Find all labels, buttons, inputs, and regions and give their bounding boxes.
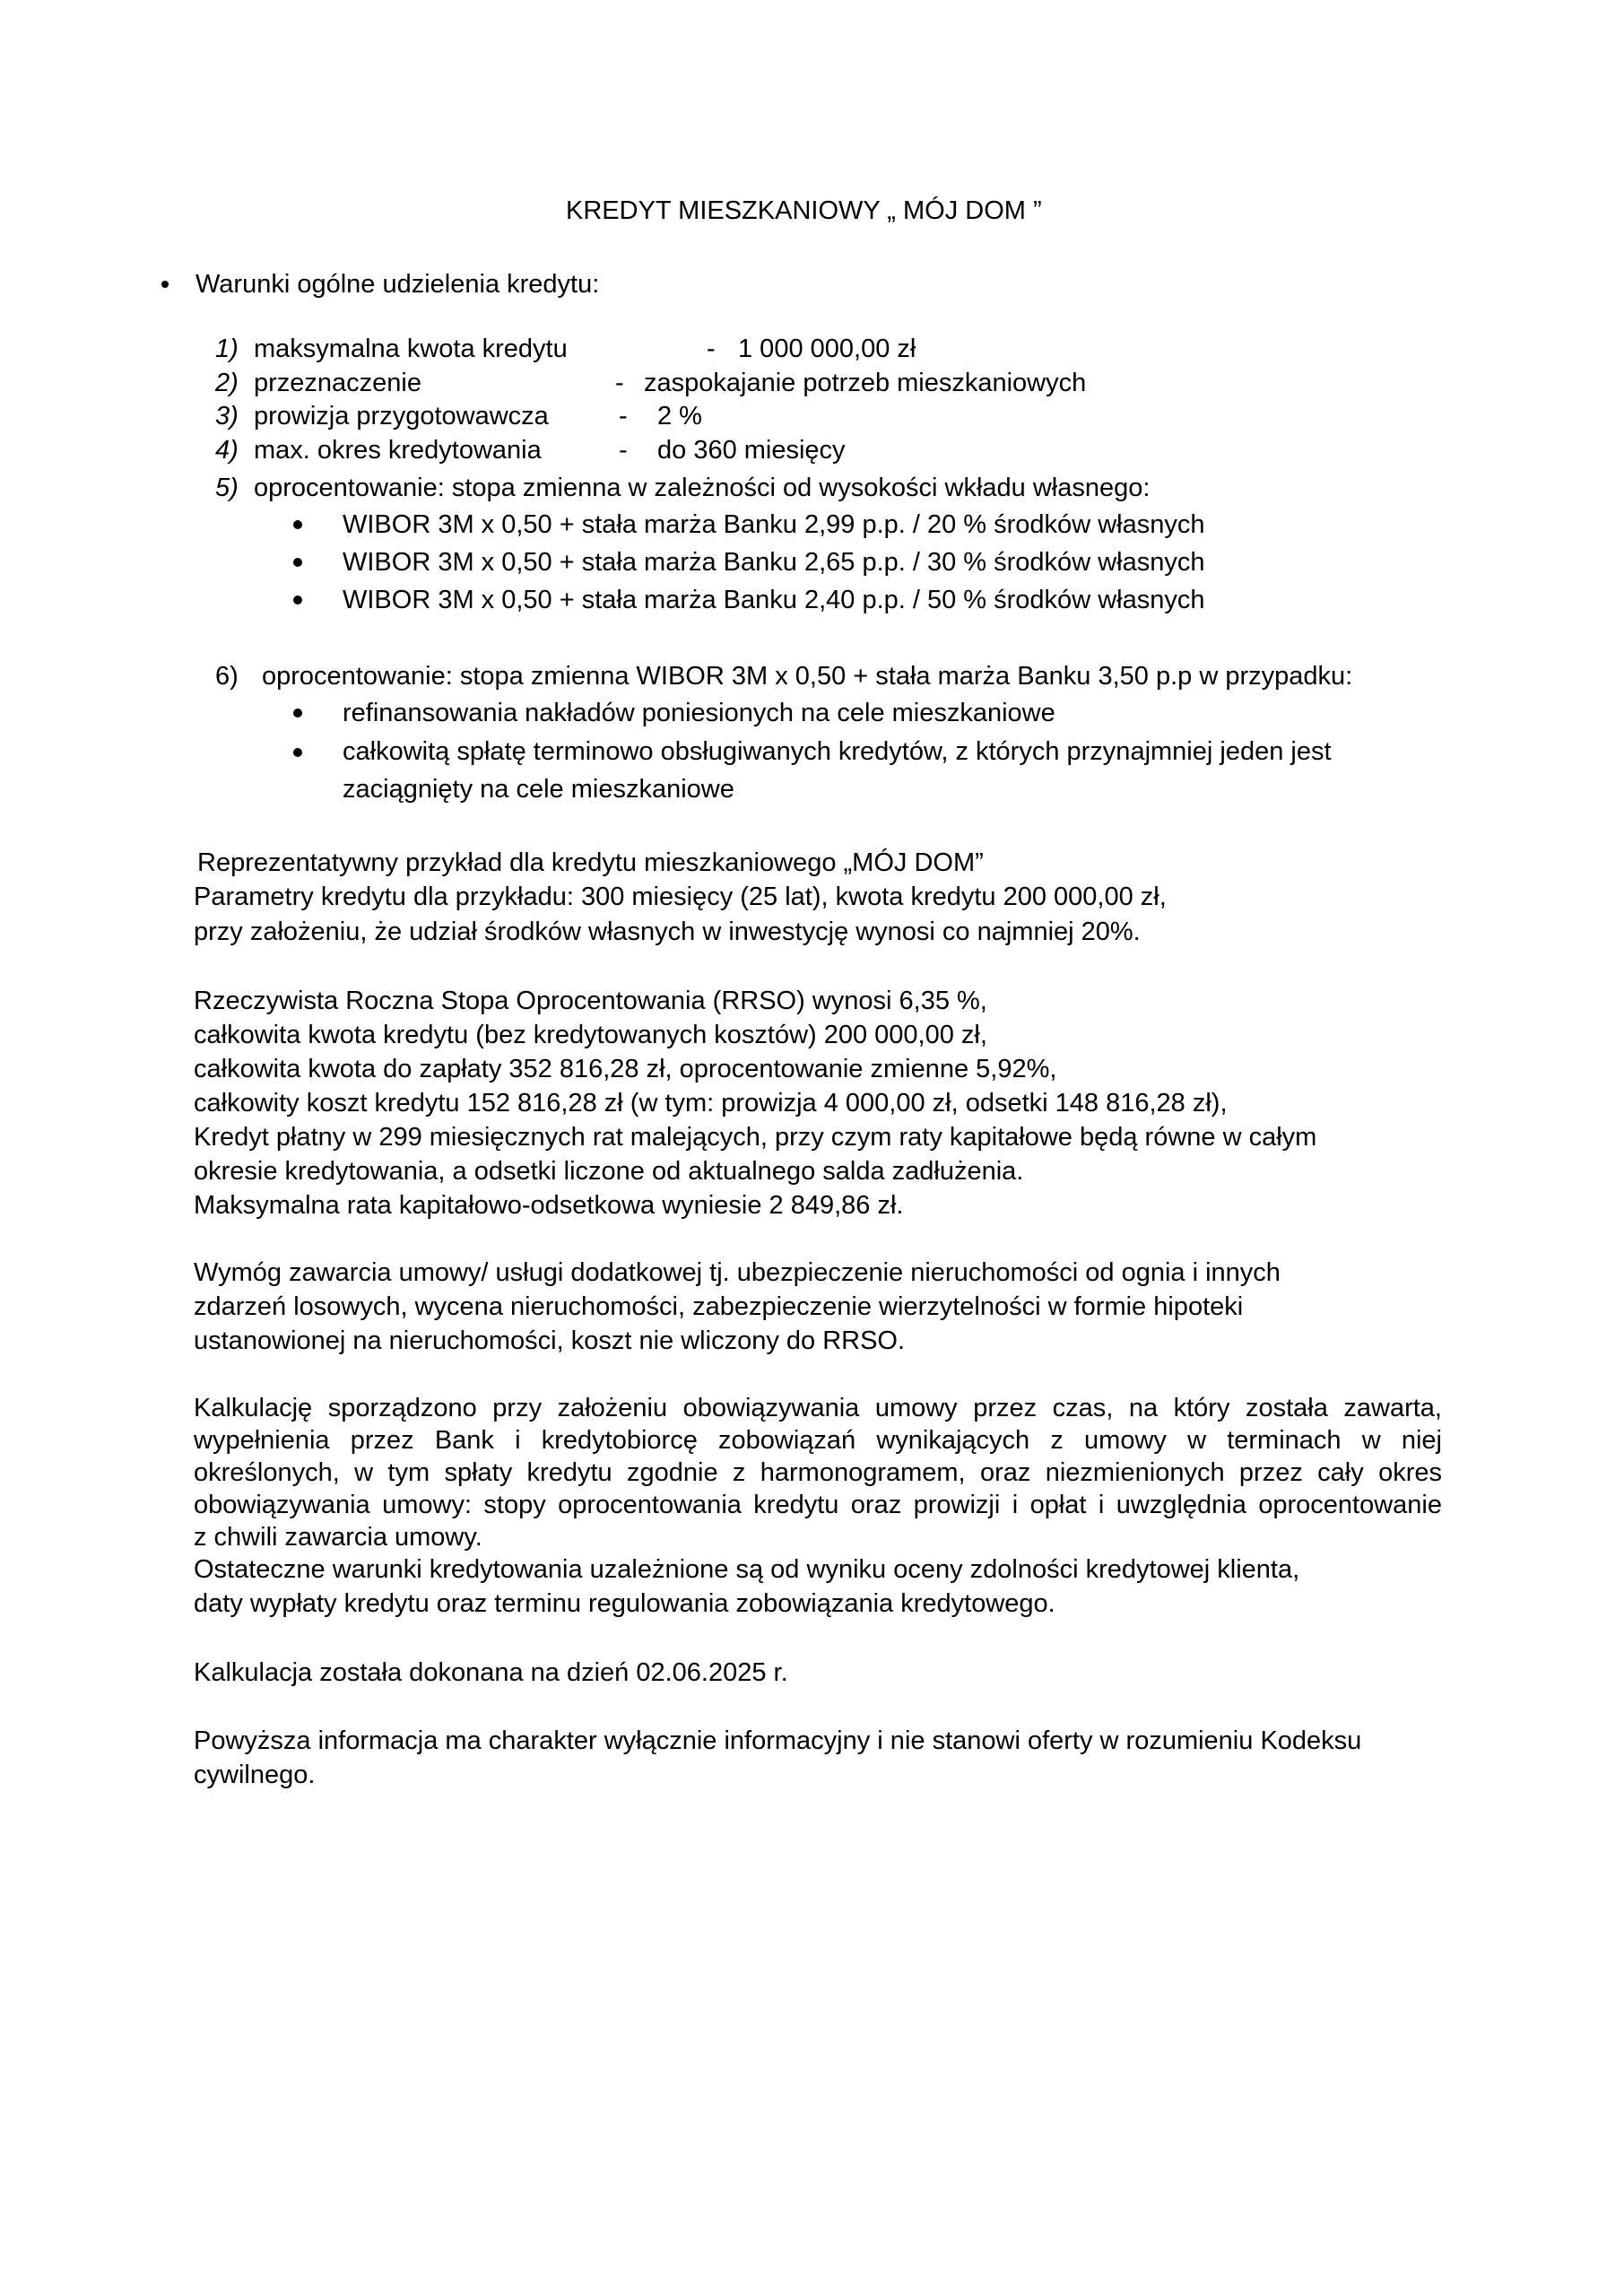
condition-label: prowizja przygotowawcza (254, 402, 549, 430)
condition-value: do 360 miesięcy (657, 436, 846, 465)
rrso-line: Maksymalna rata kapitałowo-odsetkowa wyniesie 2 849,86 zł. (194, 1191, 904, 1220)
bullet-icon (293, 596, 302, 604)
document-title: KREDYT MIESZKANIOWY „ MÓJ DOM ” (566, 196, 1042, 225)
bullet-icon (293, 748, 302, 757)
rrso-line: okresie kredytowania, a odsetki liczone od aktualnego salda zadłużenia. (194, 1157, 1024, 1186)
condition-dash: - (619, 436, 628, 465)
calculation-line: z chwili zawarcia umowy. (194, 1523, 482, 1552)
condition-label: max. okres kredytowania (254, 436, 542, 465)
condition-value: zaspokajanie potrzeb mieszkaniowych (644, 369, 1087, 397)
requirements-line: ustanowionej na nieruchomości, koszt nie wliczony do RRSO. (194, 1326, 906, 1355)
bullet-icon (293, 709, 302, 718)
rrso-line: całkowity koszt kredytu 152 816,28 zł (w tym: prowizja 4 000,00 zł, odsetki 148 816,28 zł), (194, 1089, 1228, 1118)
rate-number: 6) (215, 662, 239, 691)
condition-dash: - (615, 369, 624, 397)
general-heading: Warunki ogólne udzielenia kredytu: (195, 270, 600, 299)
condition-value: 1 000 000,00 zł (738, 335, 916, 363)
bullet-icon (161, 281, 169, 288)
disclaimer-line: Powyższa informacja ma charakter wyłącznie informacyjny i nie stanowi oferty w rozumieniu Kodeksu (194, 1726, 1362, 1755)
condition-dash: - (707, 335, 716, 363)
rate-condition-continued: zaciągnięty na cele mieszkaniowe (343, 775, 734, 804)
rate-option: WIBOR 3M x 0,50 + stała marża Banku 2,99 p.p. / 20 % środków własnych (343, 510, 1205, 539)
calculation-line: obowiązywania umowy: stopy oprocentowania kredytu oraz prowizji i opłat i uwzględnia oprocentowanie (194, 1491, 1442, 1519)
calculation-date-note: Kalkulacja została dokonana na dzień 02.06.2025 r. (194, 1658, 788, 1687)
bullet-icon (293, 520, 302, 529)
rate-description: oprocentowanie: stopa zmienna WIBOR 3M x 0,50 + stała marża Banku 3,50 p.p w przypadku: (262, 662, 1353, 691)
condition-number: 3) (215, 402, 239, 430)
example-line: Parametry kredytu dla przykładu: 300 miesięcy (25 lat), kwota kredytu 200 000,00 zł, (194, 883, 1167, 911)
requirements-line: Wymóg zawarcia umowy/ usługi dodatkowej tj. ubezpieczenie nieruchomości od ognia i innych (194, 1258, 1281, 1287)
condition-label: przeznaczenie (254, 369, 421, 397)
calculation-line: wypełnienia przez Bank i kredytobiorcę zobowiązań wynikających z umowy w terminach w niej (194, 1426, 1442, 1455)
condition-number: 1) (215, 335, 239, 363)
condition-number: 2) (215, 369, 239, 397)
rrso-line: całkowita kwota kredytu (bez kredytowanych kosztów) 200 000,00 zł, (194, 1021, 987, 1049)
condition-dash: - (619, 402, 628, 430)
calculation-line: Kalkulację sporządzono przy założeniu obowiązywania umowy przez czas, na który została zawarta, (194, 1394, 1442, 1422)
condition-label: maksymalna kwota kredytu (254, 335, 568, 363)
rrso-line: Rzeczywista Roczna Stopa Oprocentowania (RRSO) wynosi 6,35 %, (194, 987, 987, 1015)
rate-number: 5) (215, 474, 239, 502)
condition-number: 4) (215, 436, 239, 465)
rate-option: WIBOR 3M x 0,50 + stała marża Banku 2,65 p.p. / 30 % środków własnych (343, 548, 1205, 577)
requirements-line: zdarzeń losowych, wycena nieruchomości, zabezpieczenie wierzytelności w formie hipoteki (194, 1292, 1244, 1321)
disclaimer-line: cywilnego. (194, 1761, 316, 1789)
rate-option: WIBOR 3M x 0,50 + stała marża Banku 2,40 p.p. / 50 % środków własnych (343, 586, 1205, 614)
rate-description: oprocentowanie: stopa zmienna w zależności od wysokości wkładu własnego: (254, 474, 1151, 502)
bullet-icon (293, 558, 302, 567)
example-line: przy założeniu, że udział środków własnych w inwestycję wynosi co najmniej 20%. (194, 918, 1141, 946)
rrso-line: Kredyt płatny w 299 miesięcznych rat malejących, przy czym raty kapitałowe będą równe w całym (194, 1123, 1317, 1152)
calculation-line: daty wypłaty kredytu oraz terminu regulowania zobowiązania kredytowego. (194, 1589, 1055, 1618)
rate-condition: całkowitą spłatę terminowo obsługiwanych kredytów, z których przynajmniej jeden jest (343, 737, 1332, 766)
rrso-line: całkowita kwota do zapłaty 352 816,28 zł, oprocentowanie zmienne 5,92%, (194, 1055, 1057, 1083)
calculation-line: określonych, w tym spłaty kredytu zgodnie z harmonogramem, oraz niezmienionych przez cały okres (194, 1458, 1442, 1487)
rate-condition: refinansowania nakładów poniesionych na cele mieszkaniowe (343, 699, 1055, 727)
example-heading: Reprezentatywny przykład dla kredytu mieszkaniowego „MÓJ DOM” (197, 848, 984, 877)
calculation-line: Ostateczne warunki kredytowania uzależnione są od wyniku oceny zdolności kredytowej klienta, (194, 1555, 1300, 1584)
condition-value: 2 % (657, 402, 702, 430)
